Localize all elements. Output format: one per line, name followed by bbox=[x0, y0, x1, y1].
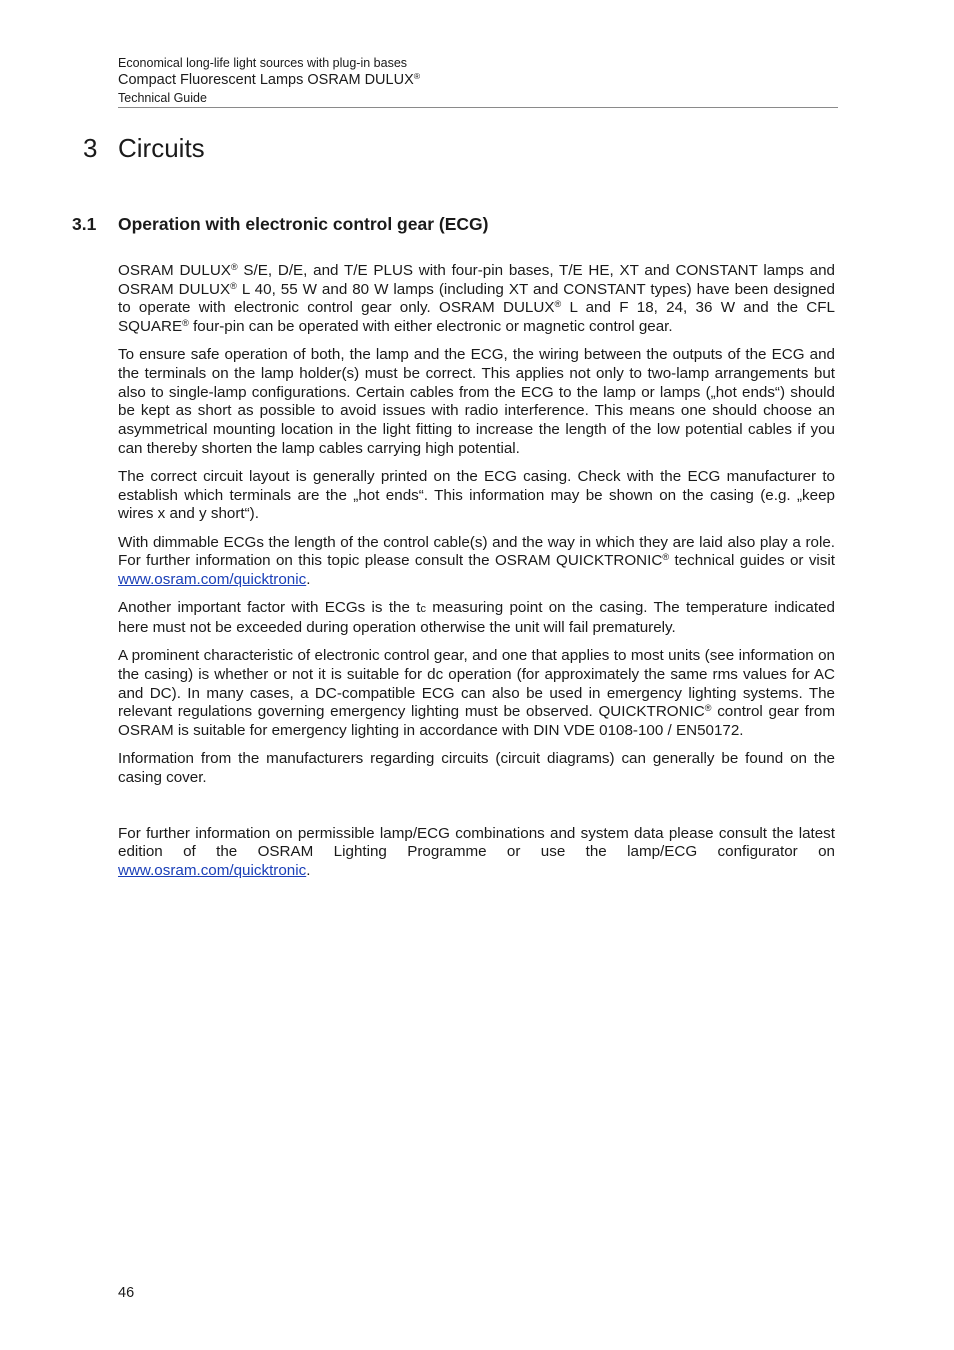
header-title bbox=[118, 71, 838, 90]
text-run: A prominent characteristic of electronic control gear, and one that applies to most units (see information on the casing) is whether or not it is suitable for dc operation (for approximately the same rms values for AC and DC). In many cases, a DC-compatible ECG can also be used in emergency lighting systems. The relevant regulations governing emergency lighting must be observed. QUICKTRONIC bbox=[118, 647, 835, 721]
section-title: Operation with electronic control gear (ECG) bbox=[118, 214, 489, 234]
paragraph-circuit-layout: The correct circuit layout is generally printed on the ECG casing. Check with the ECG manufacturer to establish which terminals are the „hot ends“. This information may be shown on the casing (e.g. „keep wires x and y short“). bbox=[118, 468, 835, 523]
section-number: 3.1 bbox=[72, 214, 97, 234]
paragraph-lamp-types bbox=[118, 262, 835, 337]
paragraph-wiring: To ensure safe operation of both, the lamp and the ECG, the wiring between the outputs of the ECG and the terminals on the lamp holder(s) must be correct. This applies not only to two-lamp arrangements but also to single-lamp configurations. Certain cables from the ECG to the lamp or lamps („hot ends“) should be kept as short as possible to avoid issues with radio interference. This means one should choose an asymmetrical mounting location in the light fitting to increase the length of the low potential cables if you can thereby shorten the lamp cables carrying high potential. bbox=[118, 346, 835, 457]
text-run: Another important factor with ECGs is the t bbox=[118, 599, 421, 617]
text-run: With dimmable ECGs the length of the control cable(s) and the way in which they are laid also play a role. For further information on this topic please consult the OSRAM QUICKTRONIC bbox=[118, 533, 835, 570]
header-doc-type: Technical Guide bbox=[118, 91, 207, 105]
body-text bbox=[118, 262, 835, 890]
registered-mark: ® bbox=[182, 318, 189, 329]
text-run: S/E, D/E, and T/E PLUS with four-pin bases, T/E HE, XT and CONSTANT lamps and OSRAM DULUX bbox=[118, 262, 835, 298]
text-run: For further information on permissible lamp/ECG combinations and system data please consult the latest edition of the OSRAM Lighting Programme or use the lamp/ECG configurator on bbox=[118, 824, 835, 861]
registered-mark: ® bbox=[662, 552, 670, 563]
text-run: . bbox=[306, 861, 311, 879]
text-run: measuring point on the casing. The temperature indicated here must not be exceeded during operation otherwise the unit will fail prematurely. bbox=[118, 599, 835, 636]
subscript-c: c bbox=[420, 603, 426, 616]
text-run: . bbox=[306, 571, 311, 589]
text-run: L 40, 55 W and 80 W lamps (including XT and CONSTANT types) have been designed to operate with electronic control gear only. OSRAM DULUX bbox=[118, 280, 835, 317]
paragraph-further-info bbox=[118, 825, 835, 881]
document-header bbox=[118, 55, 838, 106]
registered-mark: ® bbox=[704, 703, 712, 714]
text-run: control gear from OSRAM is suitable for emergency lighting in accordance with DIN VDE 0108-100 / EN50172. bbox=[118, 703, 835, 739]
text-run: OSRAM DULUX bbox=[118, 262, 231, 279]
registered-mark: ® bbox=[554, 299, 562, 310]
paragraph-tc-point bbox=[118, 599, 835, 637]
paragraph-dc-operation bbox=[118, 647, 835, 741]
text-run: four-pin can be operated with either electronic or magnetic control gear. bbox=[188, 318, 673, 336]
chapter-number: 3 bbox=[83, 133, 98, 163]
registered-mark: ® bbox=[230, 261, 238, 272]
page-number: 46 bbox=[118, 1285, 135, 1301]
configurator-link[interactable]: www.osram.com/quicktronic bbox=[118, 861, 307, 879]
registered-mark: ® bbox=[230, 280, 237, 291]
chapter-title: Circuits bbox=[118, 133, 205, 163]
section-heading bbox=[72, 212, 488, 236]
header-subtitle: Economical long-life light sources with plug-in bases bbox=[118, 56, 408, 70]
chapter-heading bbox=[83, 130, 205, 166]
text-run: L and F 18, 24, 36 W and the CFL SQUARE bbox=[118, 299, 835, 336]
registered-mark: ® bbox=[413, 71, 421, 82]
header-title-text: Compact Fluorescent Lamps OSRAM DULUX bbox=[118, 72, 414, 88]
header-divider bbox=[118, 107, 838, 108]
paragraph-manufacturer-info: Information from the manufacturers regarding circuits (circuit diagrams) can generally be found on the casing cover. bbox=[118, 750, 835, 786]
text-run: technical guides or visit bbox=[669, 552, 835, 570]
paragraph-dimmable bbox=[118, 534, 835, 590]
quicktronic-link[interactable]: www.osram.com/quicktronic bbox=[118, 571, 307, 589]
